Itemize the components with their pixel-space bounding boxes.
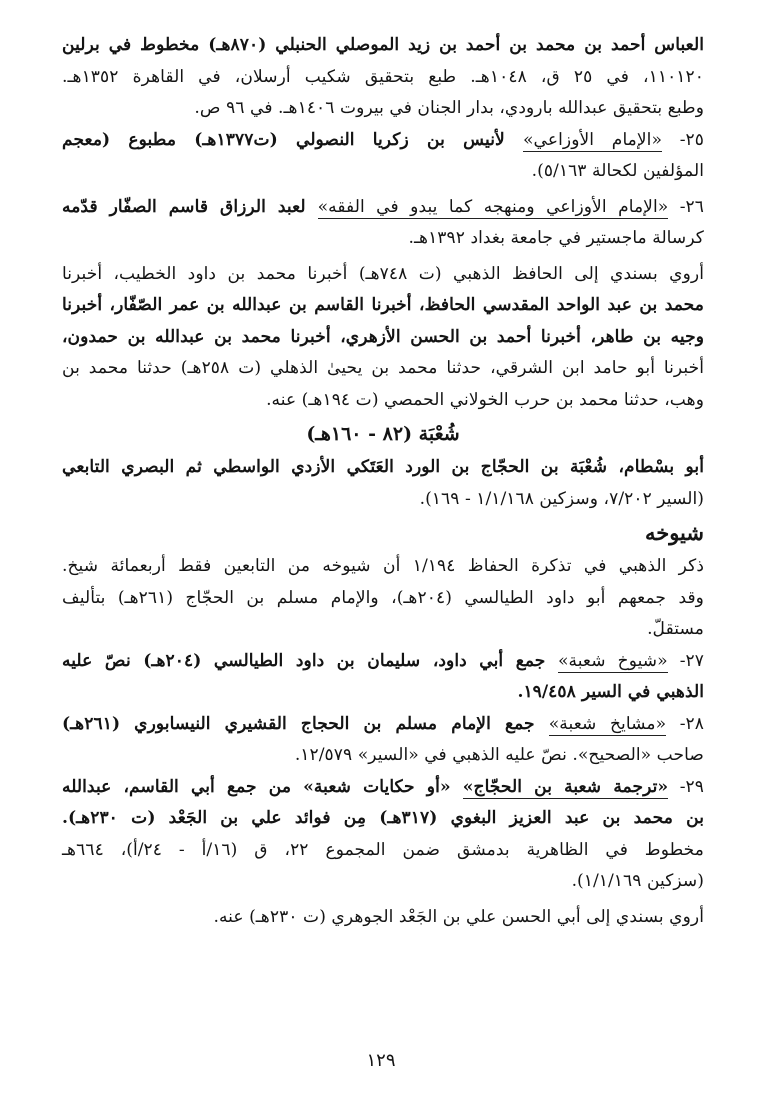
text-line: بن محمد بن عبد العزيز البغوي (٣١٧هـ) مِن فوائد علي بن الجَعْد (ت ٢٣٠هـ).	[62, 808, 704, 828]
entry-29	[62, 772, 704, 804]
entry-26	[62, 192, 704, 224]
book-title: «ترجمة شعبة بن الحجّاج»	[462, 776, 669, 797]
entry-author: جمع الإمام مسلم بن الحجاج القشيري النيسابوري (٢٦١هـ)	[62, 713, 549, 734]
entry-25	[62, 125, 704, 157]
entry-27	[62, 646, 704, 678]
entry-author: «أو حكايات شعبة» من جمع أبي القاسم، عبدالله	[62, 776, 463, 797]
text-line: العباس أحمد بن محمد بن أحمد بن زيد الموصلي الحنبلي (٨٧٠هـ) مخطوط في برلين	[62, 35, 704, 55]
entry-author: لعبد الرزاق قاسم الصفّار قدّمه	[62, 196, 318, 217]
book-title: «الإمام الأوزاعي»	[523, 129, 662, 150]
entry-number: ٢٩-	[668, 776, 704, 797]
text-line: (سزكين ١/١/١٦٩).	[571, 871, 704, 891]
text-line: ١١٠١٢٠، في ٢٥ ق، ١٠٤٨هـ. طبع بتحقيق شكيب أرسلان، في القاهرة ١٣٥٢هـ.	[62, 66, 704, 87]
isnad-line: أروي بسندي إلى الحافظ الذهبي (ت ٧٤٨هـ) أخبرنا محمد بن داود الخطيب، أخبرنا	[62, 263, 704, 284]
biography-heading: شُعْبَة (٨٢ - ١٦٠هـ)	[306, 423, 460, 445]
biography-line: (السير ٧/٢٠٢، وسزكين ١/١/١٦٨ - ١٦٩).	[419, 488, 704, 509]
text-line: وطبع بتحقيق عبدالله بارودي، بدار الجنان في بيروت ١٤٠٦هـ. في ٩٦ ص.	[194, 98, 704, 118]
entry-number: ٢٨-	[666, 713, 704, 734]
text-line: وقد جمعهم أبو داود الطيالسي (٢٠٤هـ)، والإمام مسلم بن الحجّاج (٢٦١هـ) بتأليف	[62, 587, 704, 608]
text-line: ذكر الذهبي في تذكرة الحفاظ ١/١٩٤ أن شيوخه من التابعين فقط أربعمائة شيخ.	[62, 556, 704, 576]
biography-line: أبو بسْطام، شُعْبَة بن الحجّاج بن الورد العَتَكي الأزدي الواسطي ثم البصري التابعي	[62, 457, 704, 477]
page-number: ١٢٩	[366, 1050, 396, 1071]
isnad-line: محمد بن عبد الواحد المقدسي الحافظ، أخبرنا القاسم بن عبدالله بن عمر الصّفّار، أخبرنا	[62, 295, 704, 315]
text-line: صاحب «الصحيح». نصّ عليه الذهبي في «السير» ١٢/٥٧٩.	[294, 745, 704, 765]
entry-number: ٢٥-	[661, 129, 704, 150]
isnad-line: أخبرنا أبو حامد ابن الشرقي، حدثنا محمد بن يحيىٰ الذهلي (ت ٢٥٨هـ) حدثنا محمد بن	[62, 358, 704, 378]
entry-number: ٢٧-	[667, 650, 705, 671]
book-title: «مشايخ شعبة»	[548, 713, 667, 734]
text-line: مستقلّ.	[647, 619, 704, 639]
book-title: «شيوخ شعبة»	[557, 650, 668, 671]
entry-number: ٢٦-	[668, 196, 704, 217]
text-line: أروي بسندي إلى أبي الحسن علي بن الجَعْد الجوهري (ت ٢٣٠هـ) عنه.	[213, 906, 704, 927]
text-line: كرسالة ماجستير في جامعة بغداد ١٣٩٢هـ.	[408, 228, 704, 248]
text-line: مخطوط في الظاهرية بدمشق ضمن المجموع ٢٢، ق (١٦/أ - ٢٤/أ)، ٦٦٤هـ	[62, 839, 704, 860]
book-page	[62, 30, 704, 1093]
entry-28	[62, 709, 704, 741]
isnad-line: وهب، حدثنا محمد بن حرب الخولاني الحمصي (ت ١٩٤هـ) عنه.	[266, 389, 704, 410]
text-line: الذهبي في السير ١٩/٤٥٨.	[517, 682, 704, 702]
book-title: «الإمام الأوزاعي ومنهجه كما يبدو في الفقه»	[317, 196, 669, 217]
section-title: شيوخه	[644, 520, 704, 545]
entry-author: جمع أبي داود، سليمان بن داود الطيالسي (٢٠٤هـ) نصّ عليه	[62, 650, 558, 671]
text-line: المؤلفين لكحالة ٥/١٦٣).	[531, 161, 704, 181]
isnad-line: وجيه بن طاهر، أخبرنا أحمد بن الحسن الأزهري، أخبرنا محمد بن عبدالله بن حمدون،	[62, 326, 704, 347]
entry-author: لأنيس بن زكريا النصولي (ت١٣٧٧هـ) مطبوع (معجم	[62, 129, 524, 150]
